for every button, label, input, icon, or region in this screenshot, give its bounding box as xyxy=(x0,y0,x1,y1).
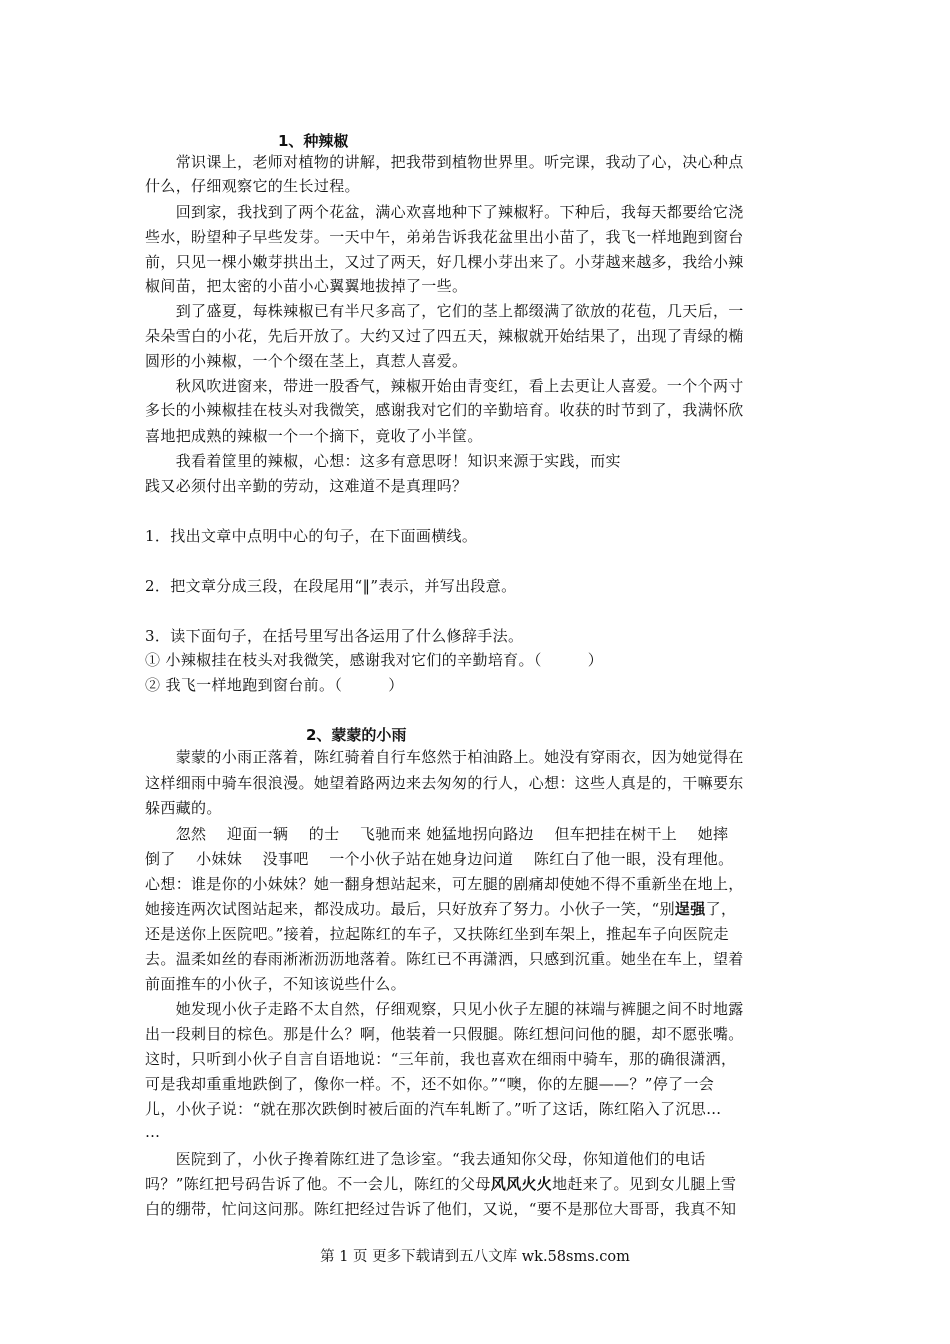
s2-line-text: 了， xyxy=(705,900,737,918)
s2-line: 躲西藏的。 xyxy=(145,799,222,817)
s2-line: 她发现小伙子走路不太自然，仔细观察，只见小伙子左腿的袜端与裤腿之间不时地露 xyxy=(145,1000,744,1018)
s2-line-text: 吗？”陈红把号码告诉了他。不一会儿，陈红的父母 xyxy=(145,1175,491,1193)
s1-line: 秋风吹进窗来，带进一股香气，辣椒开始由青变红，看上去更让人喜爱。一个个两寸 xyxy=(145,377,744,395)
s2-line: 忽然 迎面一辆 的士 飞驰而来 她猛地拐向路边 但车把挂在树干上 她摔 xyxy=(145,825,729,843)
s1-line: 朵朵雪白的小花，先后开放了。大约又过了四五天，辣椒就开始结果了，出现了青绿的椭 xyxy=(145,327,744,345)
s2-line-bold xyxy=(145,1172,736,1196)
s1-line: 前，只见一棵小嫩芽拱出土，又过了两天，好几棵小芽出来了。小芽越来越多，我给小辣 xyxy=(145,253,744,271)
section2-title: 2、蒙蒙的小雨 xyxy=(306,726,407,744)
question-1: 1．找出文章中点明中心的句子，在下面画横线。 xyxy=(145,527,478,545)
s1-line: 回到家，我找到了两个花盆，满心欢喜地种下了辣椒籽。下种后，我每天都要给它浇 xyxy=(145,203,744,221)
s2-line: 这样细雨中骑车很浪漫。她望着路两边来去匆匆的行人，心想：这些人真是的，干嘛要东 xyxy=(145,774,744,792)
question-2: 2．把文章分成三段，在段尾用“‖”表示，并写出段意。 xyxy=(145,577,517,595)
question-3: 3．读下面句子，在括号里写出各运用了什么修辞手法。 xyxy=(145,627,524,645)
s2-line: 倒了 小妹妹 没事吧 一个小伙子站在她身边问道 陈红白了他一眼，没有理他。 xyxy=(145,850,734,868)
question-3b: ② 我飞一样地跑到窗台前。（ ） xyxy=(145,676,404,694)
s1-line: 椒间苗，把太密的小苗小心翼翼地拔掉了一些。 xyxy=(145,277,468,295)
s2-line: 儿，小伙子说：“就在那次跌倒时被后面的汽车轧断了。”听了这话，陈红陷入了沉思… xyxy=(145,1100,722,1118)
s1-line: 常识课上，老师对植物的讲解，把我带到植物世界里。听完课，我动了心，决心种点 xyxy=(145,153,744,171)
s2-line-text: 她接连两次试图站起来，都没成功。最后，只好放弃了努力。小伙子一笑，“别 xyxy=(145,900,675,918)
section1-title: 1、种辣椒 xyxy=(278,132,349,150)
question-3a: ① 小辣椒挂在枝头对我微笑，感谢我对它们的辛勤培育。（ ） xyxy=(145,651,604,669)
s1-line: 圆形的小辣椒，一个个缀在茎上，真惹人喜爱。 xyxy=(145,352,468,370)
s2-line: 去。温柔如丝的春雨淅淅沥沥地落着。陈红已不再潇洒，只感到沉重。她坐在车上，望着 xyxy=(145,950,744,968)
s2-line-text: 地赶来了。见到女儿腿上雪 xyxy=(552,1175,737,1193)
s1-line: 践又必须付出辛勤的劳动，这难道不是真理吗？ xyxy=(145,477,468,495)
s2-line: 蒙蒙的小雨正落着，陈红骑着自行车悠然于柏油路上。她没有穿雨衣，因为她觉得在 xyxy=(145,748,744,766)
s2-line: 心想：谁是你的小妹妹？她一翻身想站起来，可左腿的剧痛却使她不得不重新坐在地上， xyxy=(145,875,744,893)
s2-line: 前面推车的小伙子，不知该说些什么。 xyxy=(145,975,406,993)
bold-word: 逞强 xyxy=(674,900,706,918)
s2-line: 这时，只听到小伙子自言自语地说：“三年前，我也喜欢在细雨中骑车，那的确很潇洒， xyxy=(145,1050,737,1068)
s1-line: 喜地把成熟的辣椒一个一个摘下，竟收了小半筐。 xyxy=(145,427,483,445)
s1-line: 到了盛夏，每株辣椒已有半尺多高了，它们的茎上都缀满了欲放的花苞，几天后，一 xyxy=(145,302,744,320)
s2-line: 出一段刺目的棕色。那是什么？啊，他装着一只假腿。陈红想问问他的腿，却不愿张嘴。 xyxy=(145,1025,744,1043)
s1-line: 多长的小辣椒挂在枝头对我微笑，感谢我对它们的辛勤培育。收获的时节到了，我满怀欣 xyxy=(145,401,744,419)
s2-line: 白的绷带，忙问这问那。陈红把经过告诉了他们，又说，“要不是那位大哥哥，我真不知 xyxy=(145,1200,737,1218)
s1-line: 什么，仔细观察它的生长过程。 xyxy=(145,177,360,195)
s2-line: … xyxy=(145,1123,161,1141)
page-footer: 第 1 页 更多下载请到五八文库 wk.58sms.com xyxy=(320,1249,630,1265)
s1-line: 我看着筐里的辣椒，心想：这多有意思呀！知识来源于实践，而实 xyxy=(145,452,621,470)
s1-line: 些水，盼望种子早些发芽。一天中午，弟弟告诉我花盆里出小苗了，我飞一样地跑到窗台 xyxy=(145,228,744,246)
s2-line: 可是我却重重地跌倒了，像你一样。不，还不如你。”“噢，你的左腿——？”停了一会 xyxy=(145,1075,715,1093)
bold-word: 风风火火 xyxy=(490,1175,553,1193)
s2-line: 医院到了，小伙子搀着陈红进了急诊室。“我去通知你父母，你知道他们的电话 xyxy=(145,1150,706,1168)
s2-line-bold xyxy=(145,897,736,921)
s2-line: 还是送你上医院吧。”接着，拉起陈红的车子，又扶陈红坐到车架上，推起车子向医院走 xyxy=(145,925,729,943)
